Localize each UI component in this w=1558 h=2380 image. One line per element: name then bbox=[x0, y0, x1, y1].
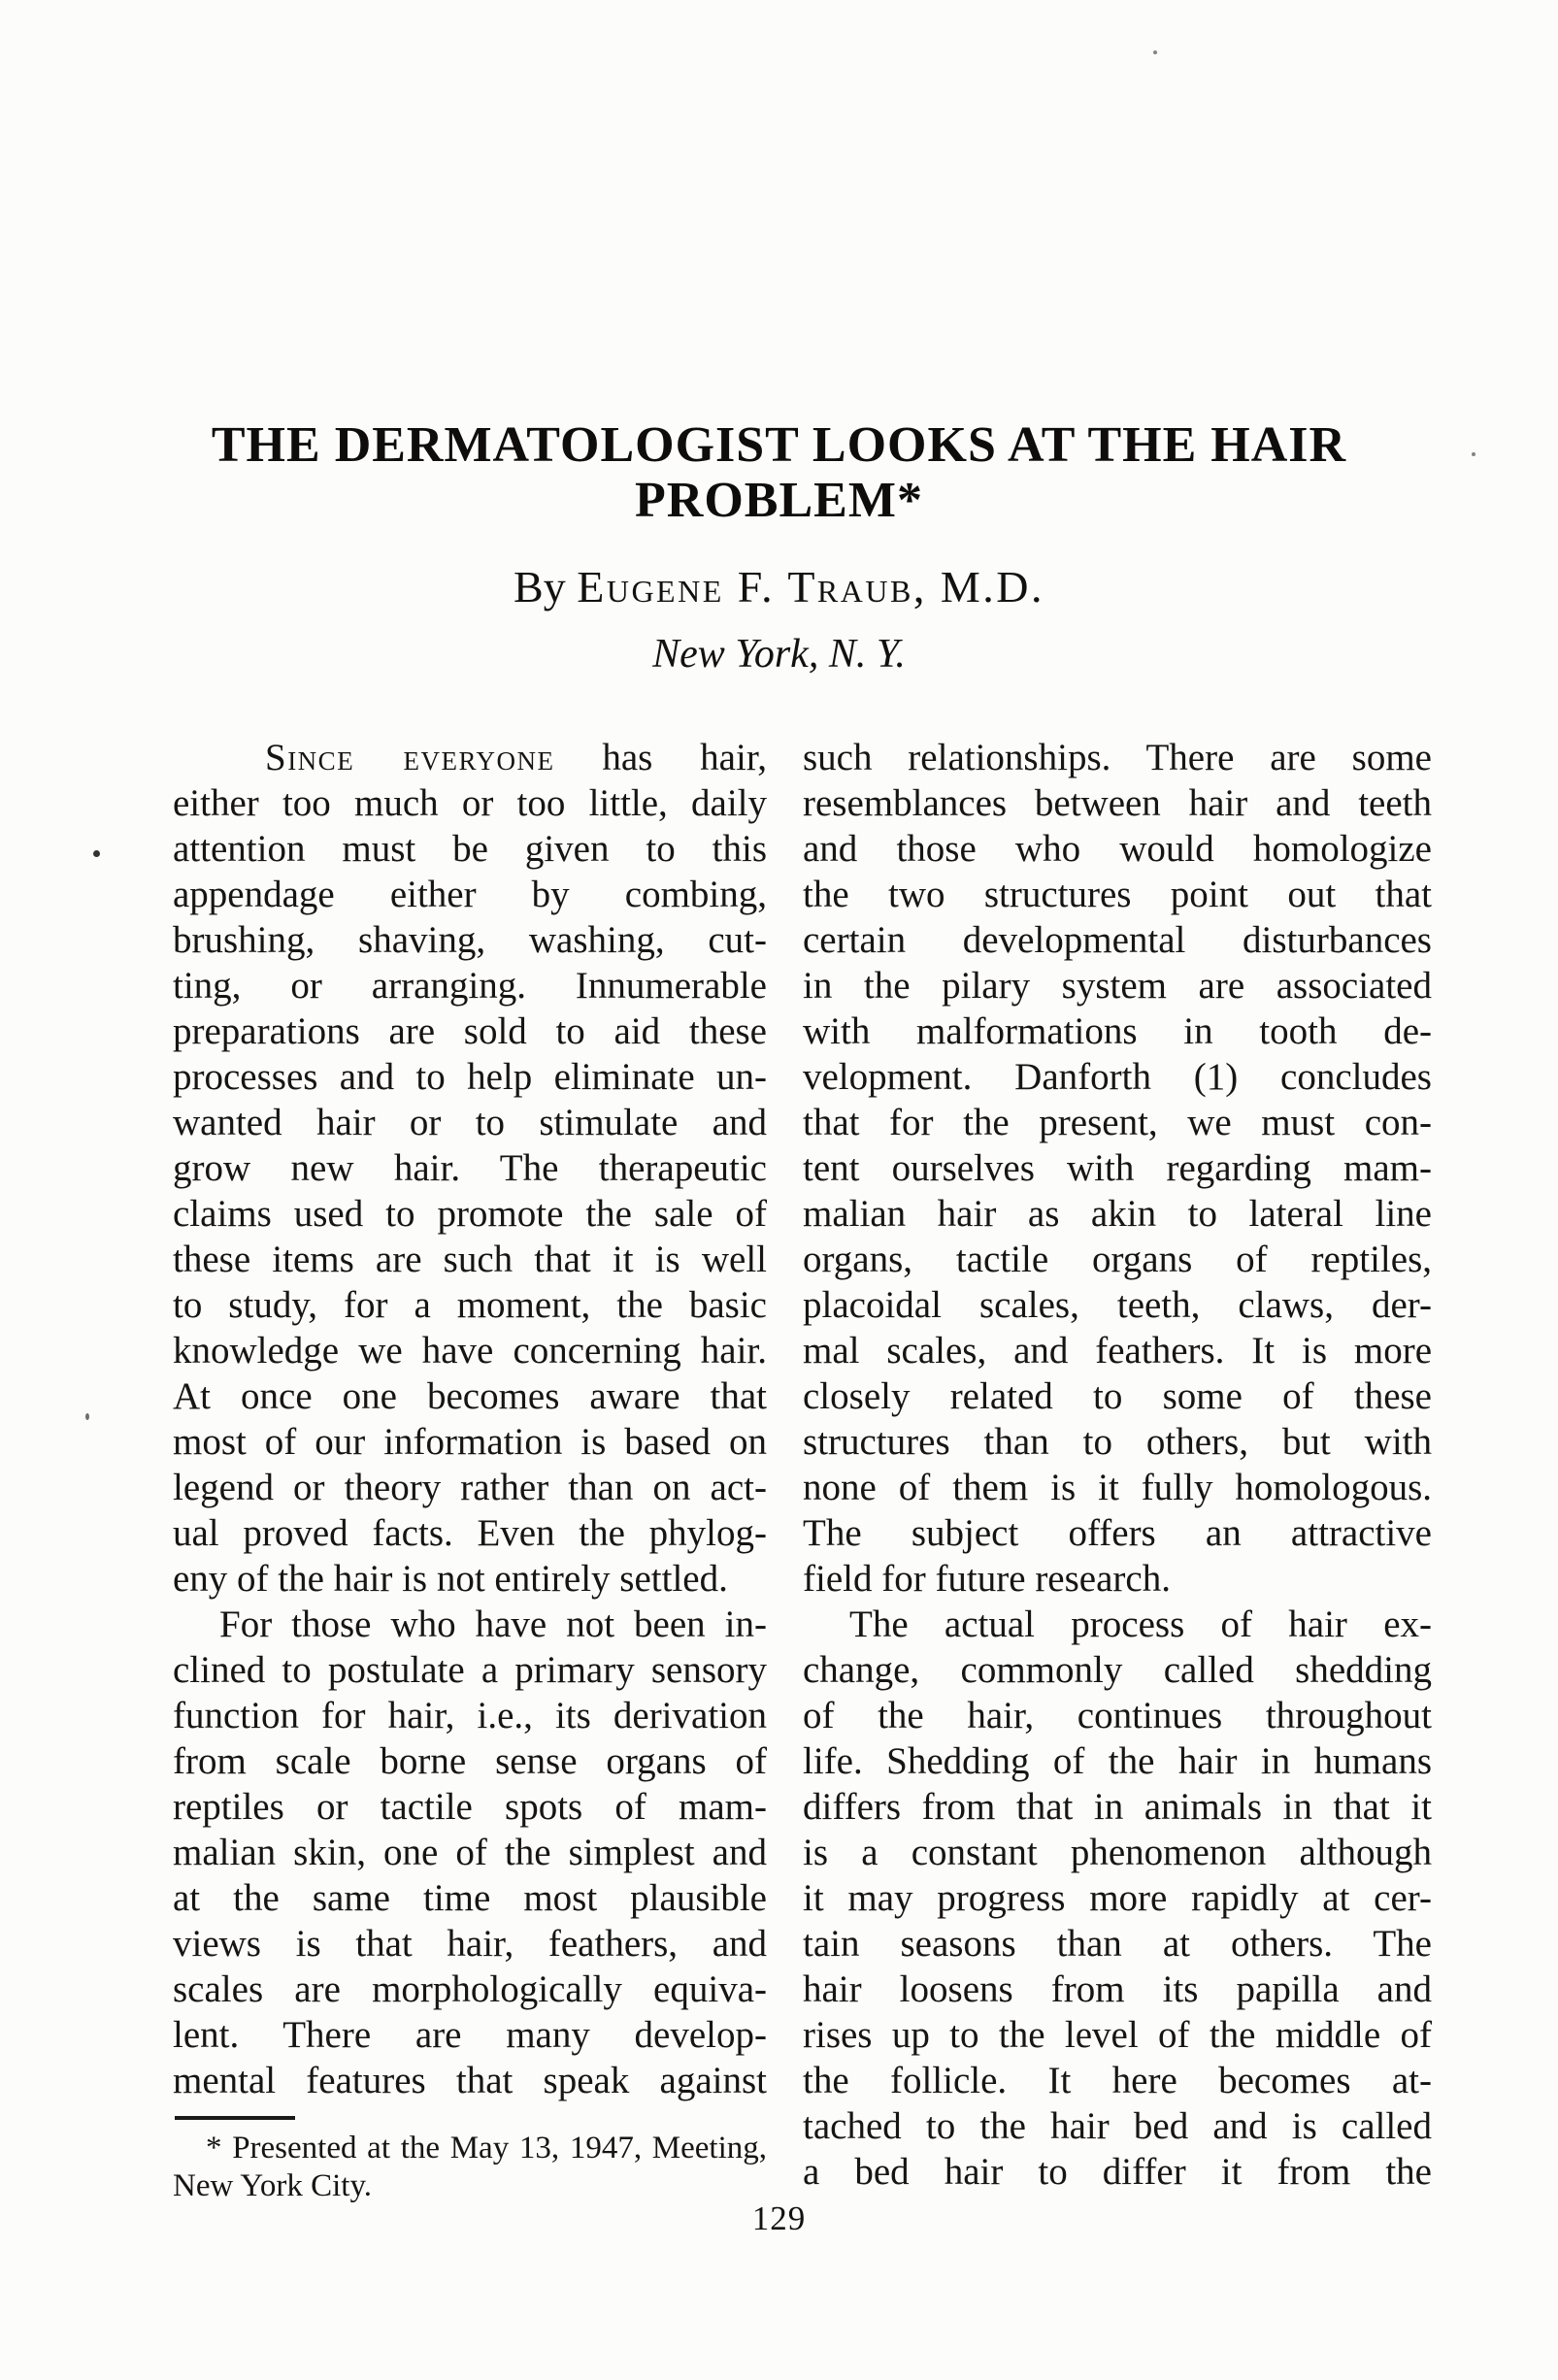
text-line: these items are such that it is well bbox=[173, 1239, 767, 1280]
page-number: 129 bbox=[751, 2199, 807, 2237]
left-column bbox=[173, 735, 767, 2103]
text-line: a bed hair to differ it from the bbox=[803, 2151, 1432, 2193]
text-line: scales are morphologically equiva- bbox=[173, 1968, 767, 2010]
text-line: from scale borne sense organs of bbox=[173, 1740, 767, 1782]
text-line: The subject offers an attractive bbox=[803, 1512, 1432, 1554]
byline bbox=[0, 561, 1558, 612]
text-line: brushing, shaving, washing, cut- bbox=[173, 919, 767, 961]
text-line: rises up to the level of the middle of bbox=[803, 2014, 1432, 2056]
text-line: reptiles or tactile spots of mam- bbox=[173, 1786, 767, 1828]
text-line: claims used to promote the sale of bbox=[173, 1193, 767, 1235]
text-line: certain developmental disturbances bbox=[803, 919, 1432, 961]
text-line: the follicle. It here becomes at- bbox=[803, 2060, 1432, 2101]
text-line: function for hair, i.e., its derivation bbox=[173, 1695, 767, 1736]
footnote bbox=[173, 2130, 767, 2205]
article-title bbox=[0, 417, 1558, 528]
text-line: At once one becomes aware that bbox=[173, 1375, 767, 1417]
text-line: is a constant phenomenon although bbox=[803, 1832, 1432, 1873]
text-line: The actual process of hair ex- bbox=[849, 1603, 1432, 1645]
text-line: to study, for a moment, the basic bbox=[173, 1284, 767, 1326]
text-line: lent. There are many develop- bbox=[173, 2014, 767, 2056]
text-line: organs, tactile organs of reptiles, bbox=[803, 1239, 1432, 1280]
byline-prefix: By bbox=[514, 562, 566, 612]
text-line: closely related to some of these bbox=[803, 1375, 1432, 1417]
text-line: the two structures point out that bbox=[803, 874, 1432, 915]
text-line: differs from that in animals in that it bbox=[803, 1786, 1432, 1828]
article-title-line2: PROBLEM* bbox=[635, 473, 923, 528]
article-title-line1: THE DERMATOLOGIST LOOKS AT THE HAIR bbox=[211, 417, 1347, 473]
text-line: legend or theory rather than on act- bbox=[173, 1467, 767, 1508]
text-line: none of them is it fully homologous. bbox=[803, 1467, 1432, 1508]
text-line: tent ourselves with regarding mam- bbox=[803, 1147, 1432, 1189]
text-line: either too much or too little, daily bbox=[173, 782, 767, 824]
text-line: that for the present, we must con- bbox=[803, 1102, 1432, 1143]
text-line: placoidal scales, teeth, claws, der- bbox=[803, 1284, 1432, 1326]
text-line: attention must be given to this bbox=[173, 828, 767, 870]
text-line: malian hair as akin to lateral line bbox=[803, 1193, 1432, 1235]
text-line: processes and to help eliminate un- bbox=[173, 1056, 767, 1098]
text-line: velopment. Danforth (1) concludes bbox=[803, 1056, 1432, 1098]
text-line: grow new hair. The therapeutic bbox=[173, 1147, 767, 1189]
text-line: mental features that speak against bbox=[173, 2060, 767, 2101]
text-line: life. Shedding of the hair in humans bbox=[803, 1740, 1432, 1782]
scan-speck bbox=[93, 850, 100, 857]
text-line: preparations are sold to aid these bbox=[173, 1010, 767, 1052]
text-line: tain seasons than at others. The bbox=[803, 1923, 1432, 1965]
text-line: structures than to others, but with bbox=[803, 1421, 1432, 1463]
text-line: appendage either by combing, bbox=[173, 874, 767, 915]
scan-speck bbox=[1472, 452, 1475, 456]
text-line: such relationships. There are some bbox=[803, 737, 1432, 778]
text-line: * Presented at the May 13, 1947, Meeting, bbox=[206, 2131, 767, 2165]
scan-speck bbox=[1153, 50, 1157, 54]
right-column bbox=[803, 735, 1432, 2195]
text-line: knowledge we have concerning hair. bbox=[173, 1330, 767, 1372]
text-line: most of our information is based on bbox=[173, 1421, 767, 1463]
text-line: For those who have not been in- bbox=[219, 1603, 767, 1645]
text-line: malian skin, one of the simplest and bbox=[173, 1832, 767, 1873]
text-line: views is that hair, feathers, and bbox=[173, 1923, 767, 1965]
text-line: mal scales, and feathers. It is more bbox=[803, 1330, 1432, 1372]
text-line: at the same time most plausible bbox=[173, 1877, 767, 1919]
small-caps-lead: Since everyone bbox=[265, 737, 555, 778]
text-line: eny of the hair is not entirely settled. bbox=[173, 1558, 728, 1600]
footnote-rule bbox=[175, 2116, 295, 2120]
text-line: and those who would homologize bbox=[803, 828, 1432, 870]
text-line: hair loosens from its papilla and bbox=[803, 1968, 1432, 2010]
text-line: it may progress more rapidly at cer- bbox=[803, 1877, 1432, 1919]
text-line: Since everyone has hair, bbox=[265, 737, 767, 778]
text-line: tached to the hair bed and is called bbox=[803, 2105, 1432, 2147]
scan-speck bbox=[85, 1413, 89, 1420]
author-name: Eugene F. Traub, M.D. bbox=[577, 562, 1044, 612]
text-line: clined to postulate a primary sensory bbox=[173, 1649, 767, 1691]
text-line: field for future research. bbox=[803, 1558, 1171, 1600]
text-line: of the hair, continues throughout bbox=[803, 1695, 1432, 1736]
text-line: change, commonly called shedding bbox=[803, 1649, 1432, 1691]
author-location: New York, N. Y. bbox=[652, 632, 906, 677]
text-line: ting, or arranging. Innumerable bbox=[173, 965, 767, 1007]
text-line: in the pilary system are associated bbox=[803, 965, 1432, 1007]
text-line: wanted hair or to stimulate and bbox=[173, 1102, 767, 1143]
text-line: with malformations in tooth de- bbox=[803, 1010, 1432, 1052]
text-line: resemblances between hair and teeth bbox=[803, 782, 1432, 824]
text-line: New York City. bbox=[173, 2168, 373, 2203]
text-line: ual proved facts. Even the phylog- bbox=[173, 1512, 767, 1554]
